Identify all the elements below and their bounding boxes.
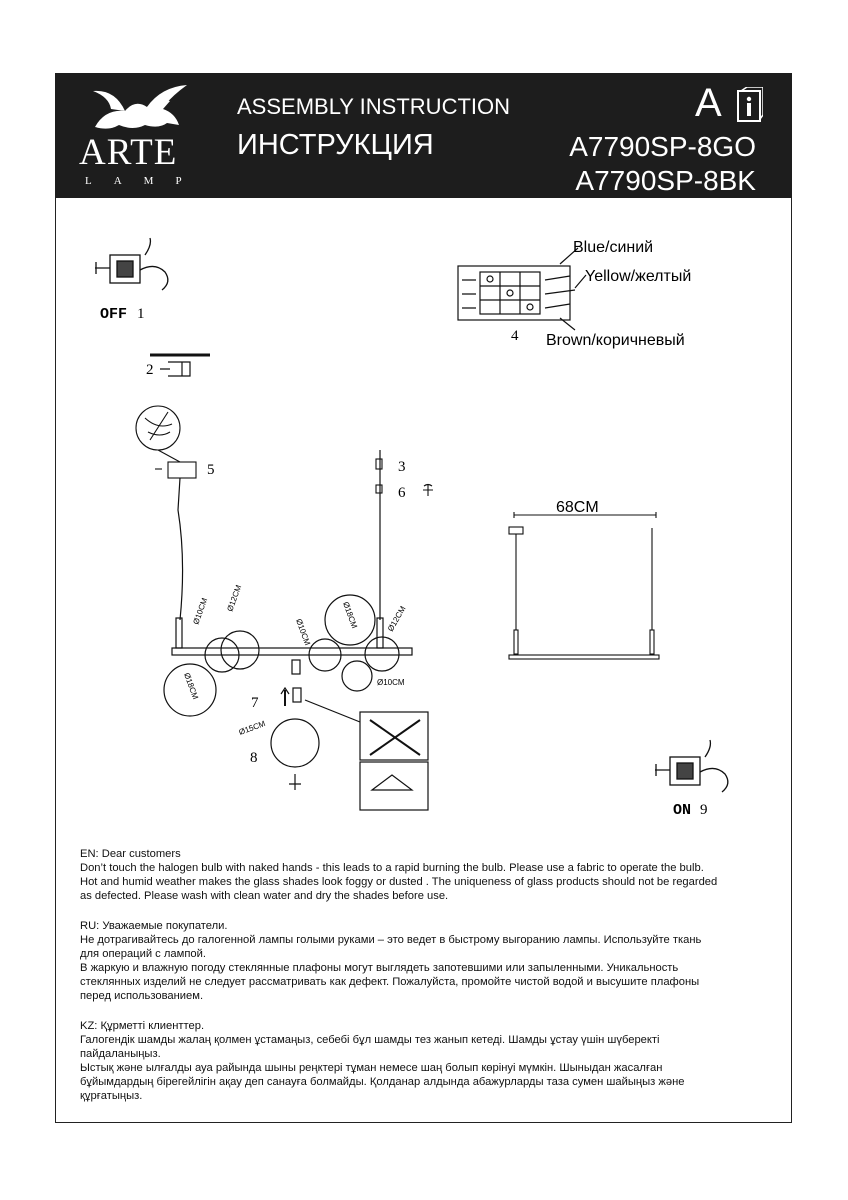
step-8-label: 8 xyxy=(250,750,258,766)
brand-name: ARTE xyxy=(79,132,178,173)
shade-size-2: Ø12CM xyxy=(225,583,244,613)
category-letter: A xyxy=(695,81,722,125)
step-on-number: 9 xyxy=(700,802,708,818)
ru-line-2: для операций с лампой. xyxy=(80,948,206,960)
shade-size-6: Ø18CM xyxy=(182,671,201,701)
kz-line-3: Ыстық және ылғалды ауа райында шыны реңктері тұман немесе шаң болып көрінуі мүмкін. Шыныдан жасалған xyxy=(80,1062,663,1074)
shade-size-8: Ø15CM xyxy=(237,718,267,737)
step-7-label: 7 xyxy=(251,695,259,711)
wire-yellow-label: Yellow/желтый xyxy=(585,268,692,285)
kz-line-2: пайдаланыңыз. xyxy=(80,1048,161,1060)
switch-on-illustration-icon xyxy=(655,740,728,792)
step-2-label: 2 xyxy=(146,362,154,378)
step-5-label: 5 xyxy=(207,462,215,478)
kz-heading: KZ: Құрметті клиенттер. xyxy=(80,1020,205,1032)
en-line-1: Don’t touch the halogen bulb with naked hands - this leads to a rapid burning the bulb. Please use a fabric to operate the bulb. xyxy=(80,862,704,874)
step-on-label: ON xyxy=(673,802,692,819)
ru-line-5: перед использованием. xyxy=(80,990,204,1002)
step-off-label: OFF xyxy=(100,306,128,323)
shade-size-4: Ø18CM xyxy=(341,600,360,630)
ru-line-1: Не дотрагивайтесь до галогенной лампы голыми руками – это ведет в быстрому выгоранию лампы. Используйте ткань xyxy=(80,934,702,946)
title-english: ASSEMBLY INSTRUCTION xyxy=(237,94,511,119)
dimension-label: 68CM xyxy=(556,499,599,516)
kz-line-5: құрғатыңыз. xyxy=(80,1090,143,1102)
canopy-wiring-detail xyxy=(136,406,196,478)
pendant-lamp-illustration xyxy=(164,450,412,716)
step-4-label: 4 xyxy=(511,328,519,344)
ru-line-3: В жаркую и влажную погоду стеклянные плафоны могут выглядеть запотевшими или запыленными. Уникальность xyxy=(80,962,679,974)
wire-blue-label: Blue/синий xyxy=(573,239,654,256)
en-line-2: Hot and humid weather makes the glass shades look foggy or dusted . The uniqueness of glass products should not be regarded xyxy=(80,876,718,888)
switch-off-illustration-icon xyxy=(95,238,168,290)
ru-heading: RU: Уважаемые покупатели. xyxy=(80,920,228,932)
model-number-2: A7790SP-8BK xyxy=(575,165,756,196)
model-number-1: A7790SP-8GO xyxy=(569,131,756,162)
step-3-label: 3 xyxy=(398,459,406,475)
kz-line-1: Галогендік шамды жалаң қолмен ұстамаңыз, себебі бұл шамды тез жанып кетеді. Шамды ұстау үшін шүберекті xyxy=(80,1034,660,1046)
shade-size-5: Ø12CM xyxy=(385,604,408,633)
step-6-label: 6 xyxy=(398,485,406,501)
bulb-and-shade-detail xyxy=(271,688,428,810)
shade-size-7: Ø10CM xyxy=(377,678,405,687)
title-russian: ИНСТРУКЦИЯ xyxy=(237,129,434,161)
dimension-drawing xyxy=(509,512,659,659)
shade-size-3: Ø10CM xyxy=(294,617,313,647)
kz-line-4: бұйымдардың бірегейлігін ақау деп санауға болмайды. Қолданар алдында абажурларды таза сумен шайыңыз және xyxy=(80,1076,685,1088)
terminal-block-illustration xyxy=(458,248,586,330)
ceiling-mount-illustration xyxy=(150,355,210,376)
en-line-3: as defected. Please wash with clean water and dry the shades before use. xyxy=(80,890,449,902)
brand-subtitle: LAMP xyxy=(85,175,204,187)
en-heading: EN: Dear customers xyxy=(80,848,181,860)
ru-line-4: стеклянных изделий не следует рассматривать как дефект. Пожалуйста, промойте чистой водой и высушите плафоны xyxy=(80,976,700,988)
shade-size-1: Ø10CM xyxy=(191,596,210,626)
wire-brown-label: Brown/коричневый xyxy=(546,332,685,349)
step-off-number: 1 xyxy=(137,306,145,322)
